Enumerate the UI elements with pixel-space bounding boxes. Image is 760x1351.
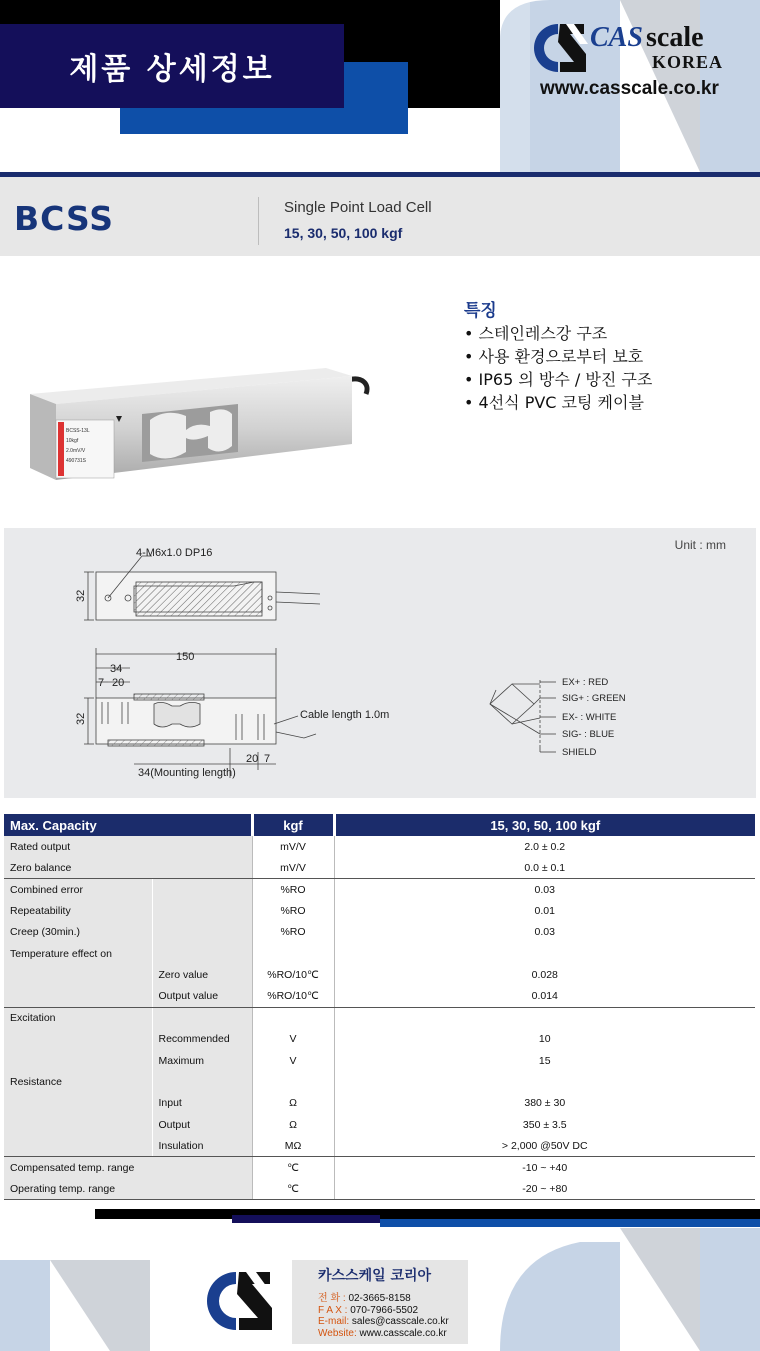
row-unit: ℃ [252,1157,334,1178]
table-row [4,1157,755,1178]
dimension-drawing [4,528,756,798]
footer-bar-navy [232,1215,380,1223]
row-value: 2.0 ± 0.2 [334,836,755,857]
email-link[interactable]: sales@casscale.co.kr [351,1316,449,1327]
dim-height-side: 32 [75,712,87,725]
hole-note: 4-M6x1.0 DP16 [136,547,213,559]
row-value [334,1071,755,1092]
table-row [4,1071,755,1092]
decorative-pattern-bottom-right [500,1228,760,1351]
model-name: BCSS [14,199,115,238]
row-sublabel: Zero value [152,964,252,985]
feature-item: • 4선식 PVC 코팅 케이블 [464,391,652,414]
row-unit: MΩ [252,1135,334,1156]
row-unit: %RO [252,879,334,900]
row-sublabel: Input [152,1093,252,1114]
dim-7b: 7 [264,753,271,765]
row-label: Operating temp. range [4,1178,252,1199]
row-label [4,1114,152,1135]
dim-34: 34 [110,663,123,675]
row-value [334,943,755,964]
row-unit: mV/V [252,836,334,857]
spec-header-row [4,814,755,836]
row-value: > 2,000 @50V DC [334,1135,755,1156]
row-value: 10 [334,1029,755,1050]
feature-item: • 사용 환경으로부터 보호 [464,345,652,368]
product-description: Single Point Load Cell [284,199,432,216]
decorative-pattern-bottom-left [0,1260,150,1351]
row-sublabel: Recommended [152,1029,252,1050]
row-label: Rated output [4,836,252,857]
row-label [4,1093,152,1114]
product-capacities: 15, 30, 50, 100 kgf [284,225,403,241]
row-value [334,1007,755,1028]
plate-ro-text: 2.0mV/V [66,448,86,454]
technical-drawing [4,528,756,798]
row-unit: %RO/10℃ [252,964,334,985]
row-label: Zero balance [4,857,252,878]
wire-ex-plus: EX+ : RED [562,677,609,688]
plate-capa-text: 10kgf [66,438,79,444]
website-label: Website: [318,1327,357,1339]
dim-20: 20 [112,677,125,689]
spec-header-unit: kgf [252,814,334,836]
footer-bar-blue [380,1219,760,1227]
features-section [464,300,652,414]
table-row [4,1114,755,1135]
feature-item: • IP65 의 방수 / 방진 구조 [464,368,652,391]
brand-korea-text: KOREA [652,52,724,72]
row-sublabel [152,900,252,921]
load-cell-photo [26,360,378,486]
contact-fax [318,1305,468,1317]
company-name: 카스스케일 코리아 [318,1268,432,1284]
row-label [4,1050,152,1071]
row-label [4,1135,152,1156]
table-row [4,943,755,964]
fax-label: F A X : [318,1304,348,1316]
contact-website [318,1328,468,1340]
contact-phone [318,1293,468,1305]
row-label: Resistance [4,1071,152,1092]
band-divider [258,197,259,245]
row-unit: V [252,1029,334,1050]
row-label [4,1029,152,1050]
row-label [4,986,152,1007]
spec-table [4,814,755,1200]
table-row [4,922,755,943]
brand-cas-text: CAS [590,22,643,53]
row-value: -20 ~ +80 [334,1178,755,1199]
row-value: 0.0 ± 0.1 [334,857,755,878]
row-unit: Ω [252,1093,334,1114]
unit-label: Unit : mm [674,538,726,552]
row-unit: %RO/10℃ [252,986,334,1007]
fax-number: 070-7966-5502 [350,1304,419,1316]
plate-sn-text: 490731S [66,458,87,464]
features-title: 특징 [464,301,497,321]
row-value: 350 ± 3.5 [334,1114,755,1135]
row-value: 0.03 [334,879,755,900]
row-sublabel [152,1007,252,1028]
wire-sig-minus: SIG- : BLUE [562,729,615,740]
table-row [4,857,755,878]
row-label: Compensated temp. range [4,1157,252,1178]
dim-length: 150 [176,651,195,663]
table-row [4,1029,755,1050]
row-unit: %RO [252,900,334,921]
row-unit: V [252,1050,334,1071]
row-sublabel: Output value [152,986,252,1007]
email-label: E-mail: [318,1316,350,1327]
row-sublabel: Insulation [152,1135,252,1156]
brand-scale-text: scale [646,22,704,53]
dim-7: 7 [98,677,105,689]
cas-footer-logo-icon [206,1270,274,1332]
row-unit [252,943,334,964]
footer-bar-black [95,1209,760,1219]
feature-item: • 스테인레스강 구조 [464,322,652,345]
table-row [4,900,755,921]
spec-header-label: Max. Capacity [4,814,252,836]
table-row [4,1178,755,1199]
row-label [4,964,152,985]
table-row [4,1135,755,1156]
cable-length: Cable length 1.0m [300,709,390,721]
row-value: 380 ± 30 [334,1093,755,1114]
wire-shield: SHIELD [562,747,597,758]
row-sublabel [152,922,252,943]
row-unit: %RO [252,922,334,943]
model-band [0,172,760,256]
row-sublabel [152,879,252,900]
table-row [4,836,755,857]
row-sublabel [152,943,252,964]
cas-scale-korea-logo [528,20,728,76]
row-value: 0.014 [334,986,755,1007]
row-sublabel: Output [152,1114,252,1135]
row-value: 0.028 [334,964,755,985]
dim-height-top: 32 [75,589,87,602]
features-list [464,322,652,414]
row-unit: Ω [252,1114,334,1135]
row-value: 0.03 [334,922,755,943]
table-row [4,986,755,1007]
row-unit [252,1071,334,1092]
table-row [4,1050,755,1071]
row-label: Creep (30min.) [4,922,152,943]
row-label: Excitation [4,1007,152,1028]
phone-label: 전 화 : [318,1293,346,1304]
row-sublabel [152,1071,252,1092]
header-website[interactable]: www.casscale.co.kr [540,78,719,99]
dim-20b: 20 [246,753,259,765]
row-unit: mV/V [252,857,334,878]
table-row [4,1093,755,1114]
row-sublabel: Maximum [152,1050,252,1071]
wire-sig-plus: SIG+ : GREEN [562,693,626,704]
plate-model-text: BCSS-13L [66,428,90,434]
table-row [4,1007,755,1028]
row-value: -10 ~ +40 [334,1157,755,1178]
spec-header-value: 15, 30, 50, 100 kgf [334,814,755,836]
wire-ex-minus: EX- : WHITE [562,712,617,723]
contact-box [292,1260,468,1344]
page-title: 제품 상세정보 [69,52,275,87]
row-value: 15 [334,1050,755,1071]
row-unit: ℃ [252,1178,334,1199]
row-label: Combined error [4,879,152,900]
row-label: Repeatability [4,900,152,921]
table-row [4,964,755,985]
phone-number[interactable]: 02-3665-8158 [348,1293,411,1304]
website-link[interactable]: www.casscale.co.kr [359,1327,447,1339]
row-label: Temperature effect on [4,943,152,964]
table-row [4,879,755,900]
contact-email [318,1316,468,1328]
row-value: 0.01 [334,900,755,921]
row-unit [252,1007,334,1028]
mounting-length: 34(Mounting length) [138,767,236,779]
